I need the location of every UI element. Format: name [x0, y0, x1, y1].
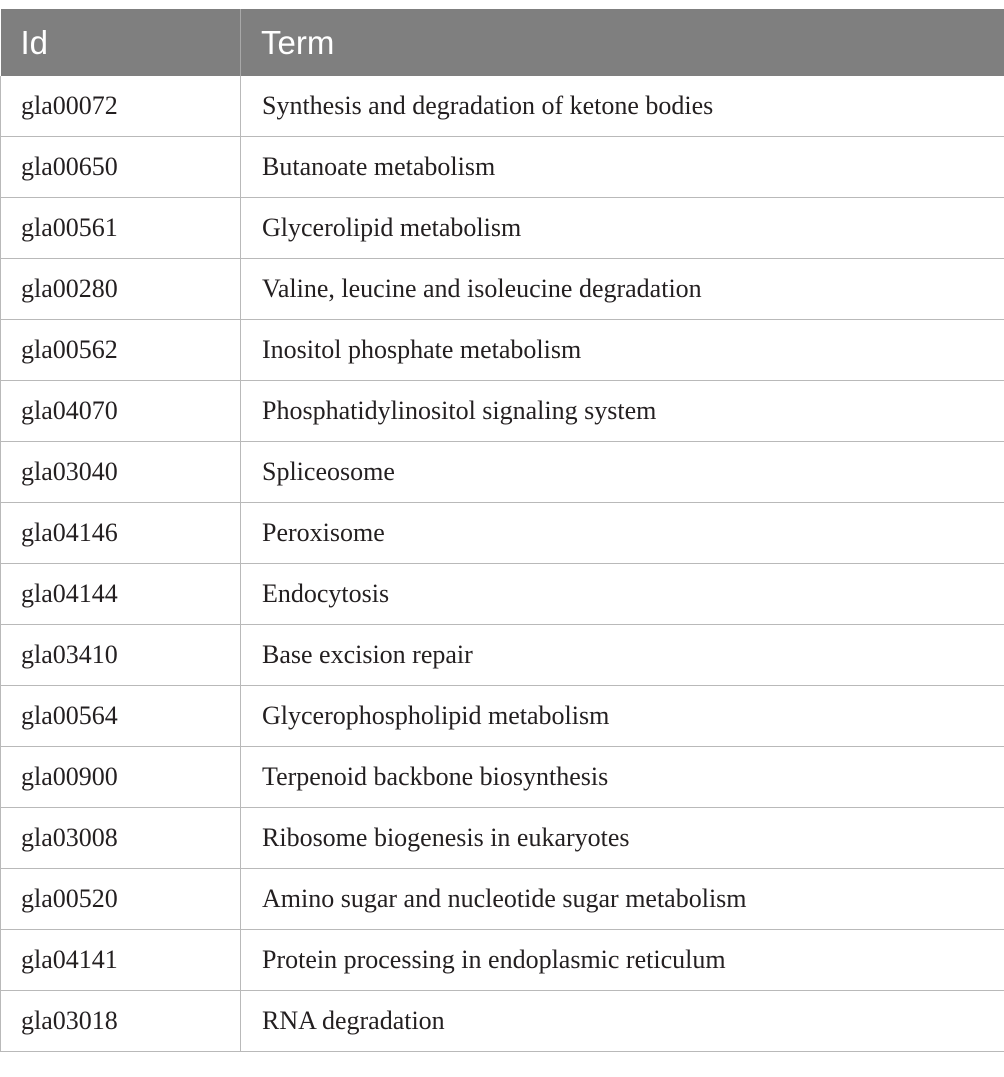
- cell-term: Phosphatidylinositol signaling system: [241, 381, 1004, 442]
- table-header: [1, 9, 1004, 76]
- cell-id: gla03040: [1, 442, 241, 503]
- column-header-term: Term: [241, 9, 1004, 76]
- table-body: [1, 76, 1004, 1052]
- cell-id: gla03018: [1, 991, 241, 1052]
- cell-term: Amino sugar and nucleotide sugar metabolism: [241, 869, 1004, 930]
- table-row: [1, 320, 1004, 381]
- cell-id: gla03008: [1, 808, 241, 869]
- header-row: [1, 9, 1004, 76]
- cell-id: gla00520: [1, 869, 241, 930]
- table-row: [1, 137, 1004, 198]
- cell-id: gla00562: [1, 320, 241, 381]
- table-row: [1, 442, 1004, 503]
- table-row: [1, 76, 1004, 137]
- cell-term: Glycerolipid metabolism: [241, 198, 1004, 259]
- cell-term: Spliceosome: [241, 442, 1004, 503]
- cell-term: Valine, leucine and isoleucine degradation: [241, 259, 1004, 320]
- cell-id: gla04144: [1, 564, 241, 625]
- cell-term: Base excision repair: [241, 625, 1004, 686]
- cell-id: gla00900: [1, 747, 241, 808]
- cell-term: Inositol phosphate metabolism: [241, 320, 1004, 381]
- column-header-id: Id: [1, 9, 241, 76]
- cell-id: gla00564: [1, 686, 241, 747]
- cell-id: gla00650: [1, 137, 241, 198]
- cell-term: Butanoate metabolism: [241, 137, 1004, 198]
- pathway-table: [0, 9, 1004, 1052]
- cell-term: Synthesis and degradation of ketone bodies: [241, 76, 1004, 137]
- cell-id: gla04146: [1, 503, 241, 564]
- table-row: [1, 869, 1004, 930]
- cell-term: RNA degradation: [241, 991, 1004, 1052]
- cell-id: gla00561: [1, 198, 241, 259]
- cell-id: gla04141: [1, 930, 241, 991]
- cell-id: gla00280: [1, 259, 241, 320]
- table-row: [1, 808, 1004, 869]
- cell-term: Protein processing in endoplasmic reticulum: [241, 930, 1004, 991]
- cell-id: gla04070: [1, 381, 241, 442]
- table-row: [1, 991, 1004, 1052]
- table-row: [1, 564, 1004, 625]
- table-row: [1, 381, 1004, 442]
- table-row: [1, 930, 1004, 991]
- cell-term: Peroxisome: [241, 503, 1004, 564]
- cell-term: Glycerophospholipid metabolism: [241, 686, 1004, 747]
- table-row: [1, 198, 1004, 259]
- cell-term: Endocytosis: [241, 564, 1004, 625]
- cell-id: gla03410: [1, 625, 241, 686]
- table-row: [1, 625, 1004, 686]
- table-row: [1, 686, 1004, 747]
- table-row: [1, 503, 1004, 564]
- cell-id: gla00072: [1, 76, 241, 137]
- cell-term: Ribosome biogenesis in eukaryotes: [241, 808, 1004, 869]
- cell-term: Terpenoid backbone biosynthesis: [241, 747, 1004, 808]
- pathway-table-container: [0, 9, 1004, 1052]
- table-row: [1, 259, 1004, 320]
- table-row: [1, 747, 1004, 808]
